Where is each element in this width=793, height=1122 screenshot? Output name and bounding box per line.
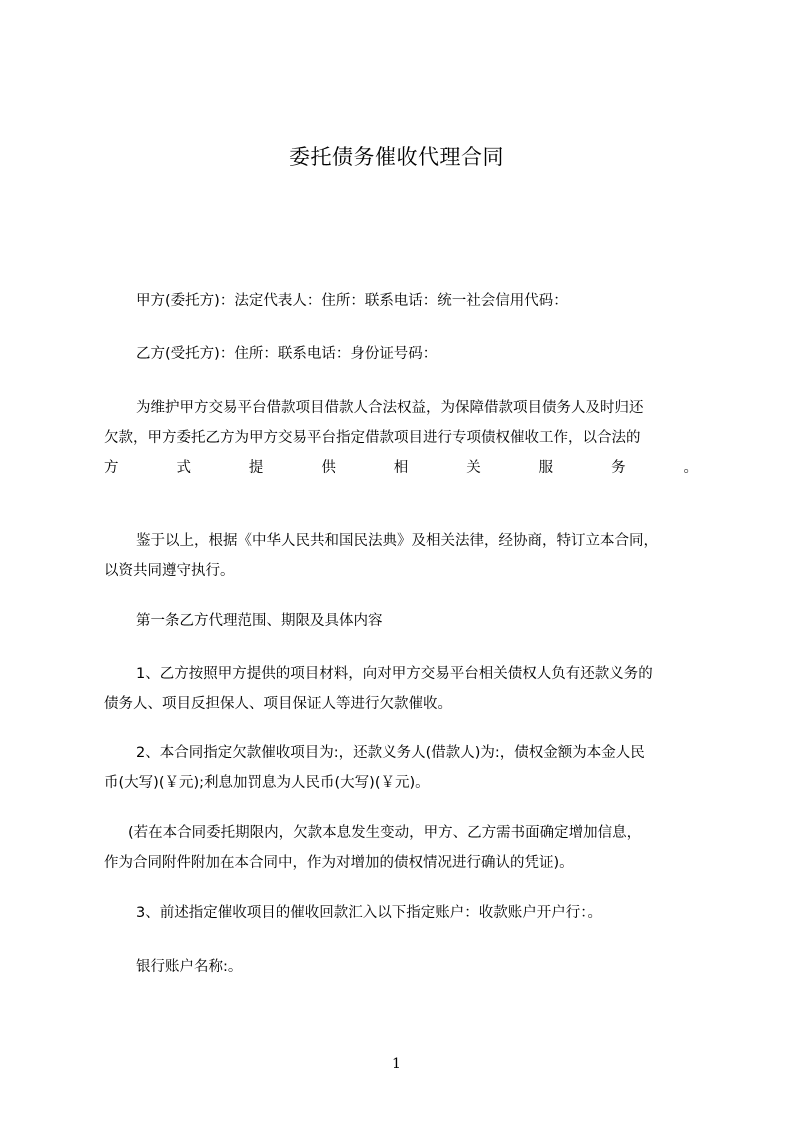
intro-char: 关 bbox=[466, 460, 481, 476]
party-a-paragraph bbox=[104, 286, 708, 316]
party-a-line: 甲方(委托方)：法定代表人：住所：联系电话：统一社会信用代码： bbox=[136, 293, 568, 309]
document-title: 委托债务催收代理合同 bbox=[289, 145, 504, 169]
intro-paragraph bbox=[104, 393, 708, 483]
intro-char: 方 bbox=[104, 460, 119, 476]
intro-line-3 bbox=[104, 453, 698, 483]
intro-line-2: 欠款，甲方委托乙方为甲方交易平台指定借款项目进行专项债权催收工作，以合法的 bbox=[104, 430, 641, 446]
clause2-line-1: 2、本合同指定欠款催收项目为:，还款义务人(借款人)为:，债权金额为本金人民 bbox=[136, 745, 645, 761]
intro-char: 服 bbox=[538, 460, 554, 476]
intro-line-1: 为维护甲方交易平台借款项目借款人合法权益，为保障借款项目债务人及时归还 bbox=[136, 400, 644, 416]
clause1-line-1: 1、乙方按照甲方提供的项目材料，向对甲方交易平台相关债权人负有还款义务的 bbox=[136, 666, 653, 682]
basis-line-1: 鉴于以上，根据《中华人民共和国民法典》及相关法律，经协商，特订立本合同， bbox=[136, 533, 658, 549]
note-paragraph bbox=[104, 818, 708, 878]
basis-line-2: 以资共同遵守执行。 bbox=[104, 563, 235, 579]
clause2-paragraph bbox=[104, 738, 708, 798]
page-number: 1 bbox=[392, 1056, 401, 1072]
intro-char: 相 bbox=[393, 460, 409, 476]
basis-paragraph bbox=[104, 526, 708, 586]
intro-char: 供 bbox=[321, 460, 336, 476]
clause3-line: 3、前述指定催收项目的催收回款汇入以下指定账户：收款账户开户行：。 bbox=[136, 905, 602, 921]
note-line-1: (若在本合同委托期限内，欠款本息发生变动，甲方、乙方需书面确定增加信息， bbox=[128, 825, 642, 841]
note-line-2: 作为合同附件附加在本合同中，作为对增加的债权情况进行确认的凭证)。 bbox=[104, 855, 574, 871]
clause1-line-2: 债务人、项目反担保人、项目保证人等进行欠款催收。 bbox=[104, 696, 452, 712]
clause1-paragraph bbox=[104, 659, 708, 719]
article1-paragraph bbox=[104, 606, 708, 636]
intro-char: 式 bbox=[176, 460, 191, 476]
article1-title: 第一条乙方代理范围、期限及具体内容 bbox=[136, 613, 383, 629]
intro-char: 务 bbox=[611, 460, 626, 476]
intro-char: 提 bbox=[248, 460, 264, 476]
party-b-line: 乙方(受托方)：住所：联系电话：身份证号码： bbox=[136, 346, 438, 362]
clause3-paragraph bbox=[104, 898, 708, 928]
party-b-paragraph bbox=[104, 339, 708, 369]
clause2-line-2: 币(大写)(￥元);利息加罚息为人民币(大写)(￥元)。 bbox=[104, 775, 430, 791]
bank-account-paragraph bbox=[104, 952, 708, 982]
bank-account-name-line: 银行账户名称:。 bbox=[136, 959, 243, 975]
intro-char: 。 bbox=[683, 460, 698, 476]
